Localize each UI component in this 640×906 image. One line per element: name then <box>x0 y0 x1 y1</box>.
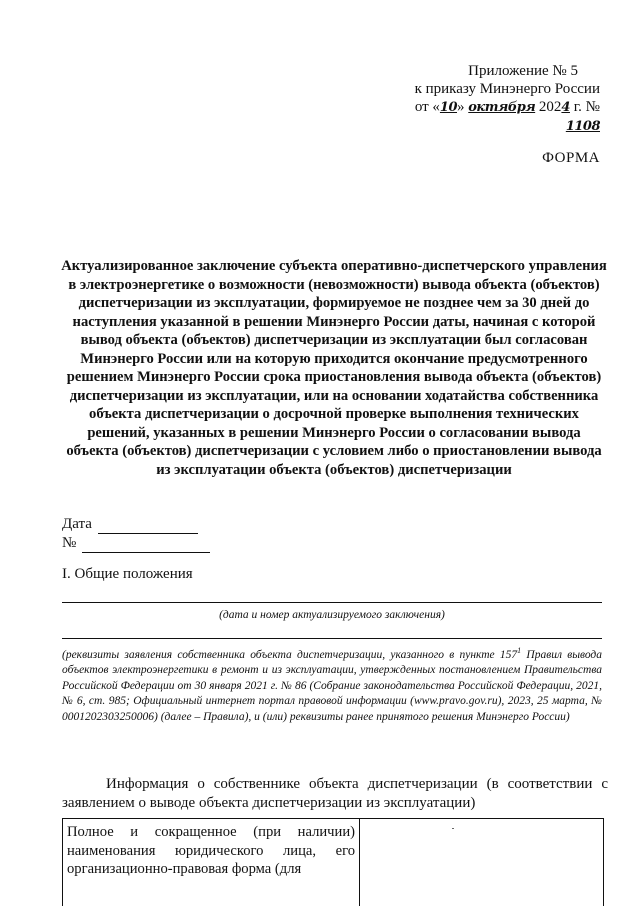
owner-info-paragraph: Информация о собственнике объекта диспетчеризации (в соответствии с заявлением о выводе объекта диспетчеризации из эксплуатации) <box>62 776 608 811</box>
date-label: Дата <box>62 516 92 532</box>
blank-line-details <box>62 638 602 639</box>
annex-header <box>400 62 600 136</box>
annex-line-1: Приложение № 5 <box>468 63 578 79</box>
number-blank-line <box>82 539 210 553</box>
handwritten-month: октября <box>468 100 536 115</box>
annex-date-mid: » <box>457 99 469 115</box>
date-number-fields <box>62 515 210 553</box>
caption-details <box>62 643 602 725</box>
annex-line-2: к приказу Минэнерго России <box>414 81 600 97</box>
handwritten-day: 10 <box>439 100 458 115</box>
table-cell-label <box>63 819 360 906</box>
footnote-mark: 1 <box>517 646 522 655</box>
table-row1-label: Полное и сокращенное (при наличии) наименования юридического лица, его организационно-правовая форма (для <box>67 824 355 877</box>
annex-year: 202 <box>535 99 562 115</box>
handwritten-number: 1108 <box>565 119 600 134</box>
annex-number-prefix: г. № <box>569 99 600 115</box>
handwritten-year-digit: 4 <box>561 100 570 115</box>
number-field-row <box>62 534 210 553</box>
scan-speck <box>452 828 454 829</box>
form-label: ФОРМА <box>542 150 600 166</box>
annex-line-3 <box>400 98 600 136</box>
section-title: I. Общие положения <box>62 566 193 582</box>
caption-details-part-b: Правил вывода объектов электроэнергетики в ремонт и из эксплуатации, утвержденных постановлением Правительства Российской Федерации от 30 января 2021 г. № 86 (Собрание законодательства Российской Федерации, 2021, № 6, ст. 985; Официальный интернет портал правовой информации (www.pravo.gov.ru), 2023, 25 марта, № 0001202303250006) (далее – Правила), и (или) реквизиты ранее принятого решения Минэнерго России) <box>62 648 602 723</box>
owner-info-table <box>62 818 604 906</box>
document-title: Актуализированное заключение субъекта оперативно-диспетчерского управления в электроэнергетике о возможности (невозможности) вывода объекта (объектов) диспетчеризации из эксплуатации, формируемое не позднее чем за 30 дней до наступления указанной в решении Минэнерго России даты, начиная с которой вывод объекта (объектов) диспетчеризации из эксплуатации был согласован Минэнерго России или на которую приходится окончание предусмотренного решением Минэнерго России срока приостановления вывода объекта (объектов) диспетчеризации из эксплуатации, или на основании ходатайства собственника объекта диспетчеризации о досрочной проверке выполнения технических решений, указанных в решении Минэнерго России о согласовании вывода объекта (объектов) диспетчеризации с условием либо о приостановлении вывода из эксплуатации объекта (объектов) диспетчеризации <box>61 258 607 478</box>
date-field-row <box>62 515 210 534</box>
caption-date-number: (дата и номер актуализируемого заключения) <box>219 609 445 621</box>
blank-line-date-number <box>62 602 602 603</box>
date-blank-line <box>98 520 198 534</box>
caption-details-part-a: (реквизиты заявления собственника объекта диспетчеризации, указанного в пункте 157 <box>62 648 518 661</box>
number-label: № <box>62 535 77 551</box>
annex-date-prefix: от « <box>414 99 440 115</box>
